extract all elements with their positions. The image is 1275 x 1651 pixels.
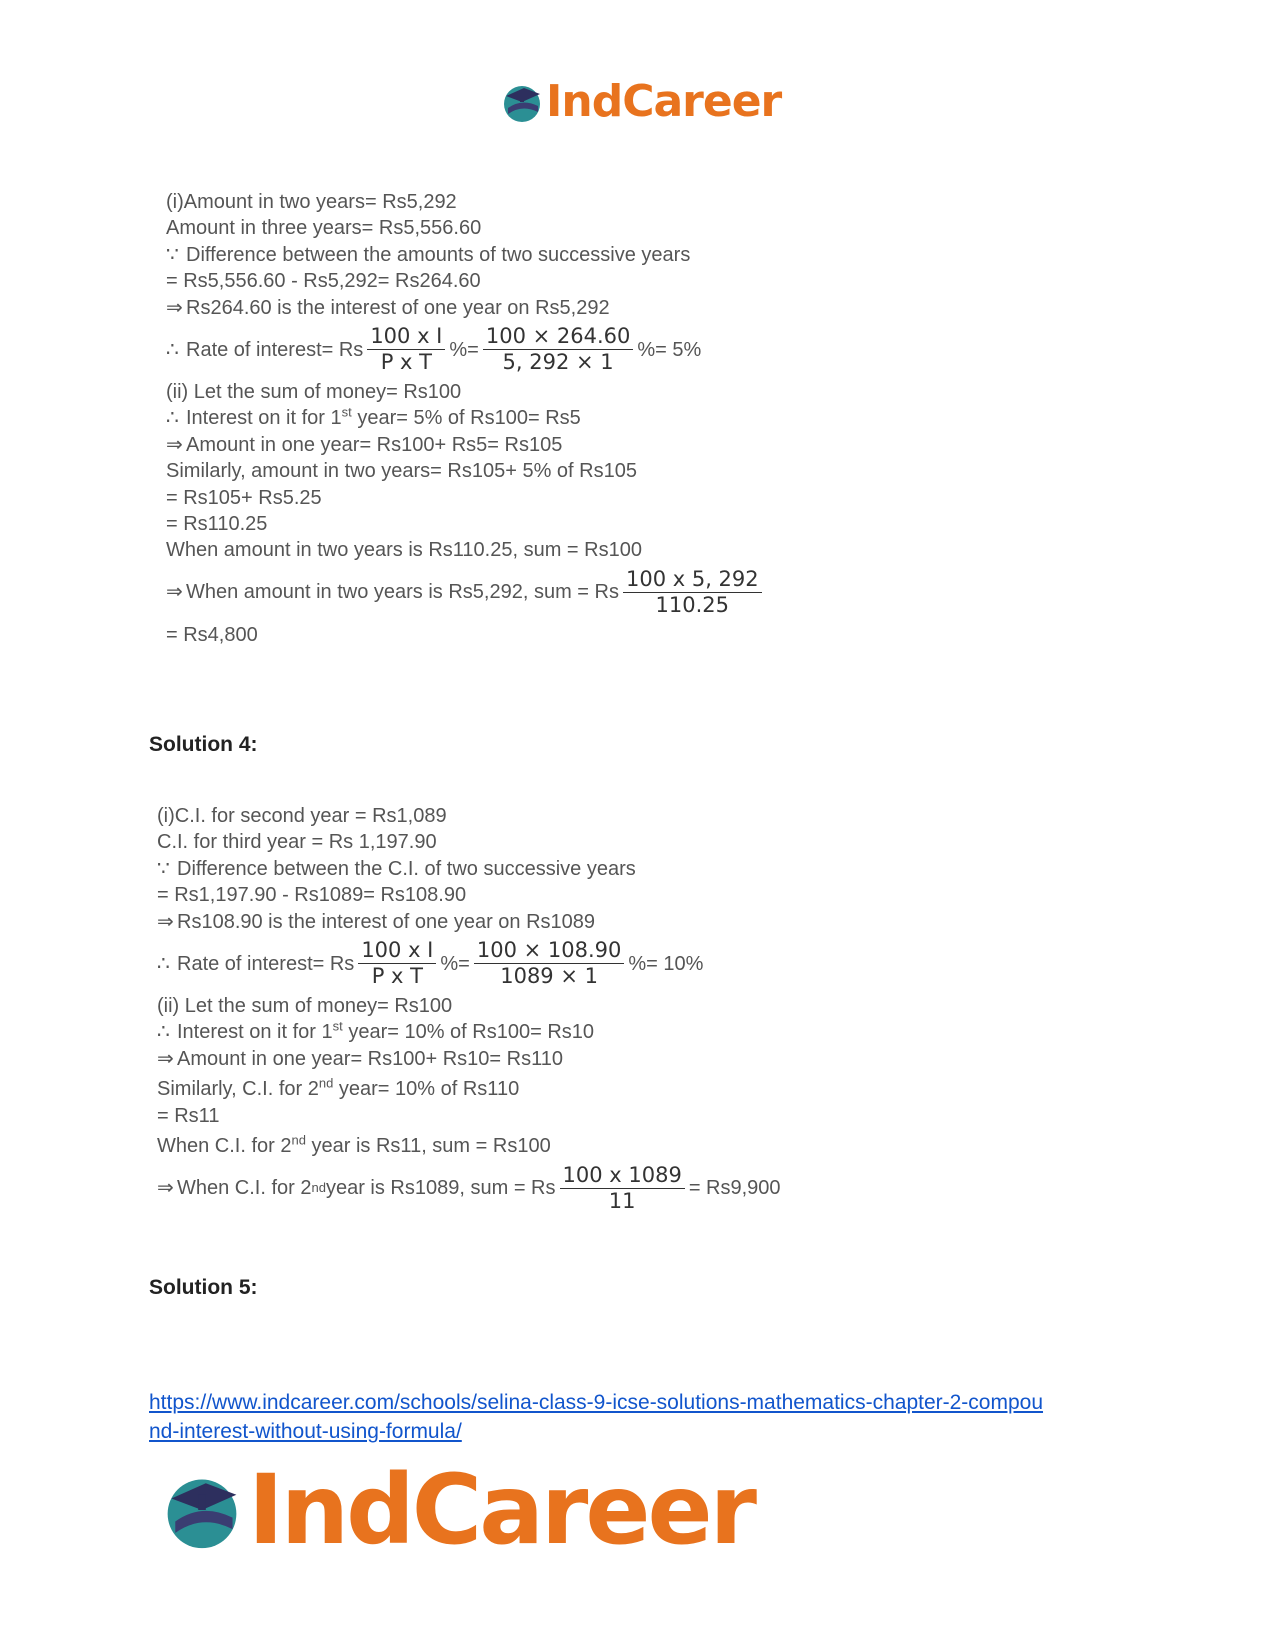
solution-3-content [166,189,766,648]
graduation-cap-globe-icon [160,1468,244,1552]
fraction: $\frac{100 \times 108.90}{1089 \times 1}$ [474,938,625,989]
text-line: = Rs4,800 [166,623,258,646]
text-line: ⇒ Amount in one year= Rs100+ Rs10= Rs110 [157,1046,781,1072]
graduation-cap-globe-icon [500,80,544,124]
implies-symbol: ⇒ [166,581,183,604]
formula-line: ⇒ When amount in two years is Rs5,292, sum = Rs $\frac{100 x 5, 292}{110.25}$ [166,564,766,622]
formula-line: ⇒ When C.I. for 2 nd year is Rs1089, sum = Rs $\frac{100 x 1089}{11}$ = Rs9,900 [157,1162,781,1213]
text-line: Amount in three years= Rs5,556.60 [166,217,482,240]
text-line: ⇒ Rs264.60 is the interest of one year on Rs5,292 [166,295,766,321]
text-line: (ii) Let the sum of money= Rs100 [166,380,462,403]
because-symbol: ∵ [166,243,179,266]
source-url-link[interactable] [149,1388,1149,1446]
fraction: $\frac{\text{100 x I}}{\text{P x T}}$ [367,324,445,375]
implies-symbol: ⇒ [166,296,183,319]
logo-wordmark: IndCareer [248,1454,754,1566]
therefore-symbol: ∴ [166,407,179,430]
text-line: = Rs1,197.90 - Rs1089= Rs108.90 [157,884,467,907]
text-line: = Rs110.25 [166,512,268,535]
formula-line: ∴ Rate of interest= Rs $\frac{\text{100 x I}}{\text{P x T}}$ %= $\frac{100 \times 108.90}{1089 \times 1}$ %= 10% [157,938,704,989]
implies-symbol: ⇒ [157,910,174,933]
indcareer-logo-bottom [160,1454,754,1566]
text-line: = Rs11 [157,1104,220,1127]
fraction: $\frac{100 x 1089}{11}$ [560,1163,685,1214]
fraction: $\frac{100 \times 264.60}{5, 292 \times 1}$ [483,324,634,375]
text-line: ⇒ Rs108.90 is the interest of one year on Rs1089 [157,909,781,935]
formula-line: ∴ Rate of interest= Rs $\frac{\text{100 x I}}{\text{P x T}}$ %= $\frac{100 \times 264.60}{5, 292 \times 1}$ %= 5% [166,324,702,375]
text-line: When C.I. for 2nd year is Rs11, sum = Rs100 [157,1132,551,1157]
text-line: ∴ Interest on it for 1st year= 5% of Rs100= Rs5 [166,405,766,431]
link-line-1[interactable]: https://www.indcareer.com/schools/selina-class-9-icse-solutions-mathematics-chapter-2-compou [149,1391,1044,1414]
text-line: ⇒ Amount in one year= Rs100+ Rs5= Rs105 [166,432,766,458]
because-symbol: ∵ [157,857,170,880]
text-line: (i)Amount in two years= Rs5,292 [166,191,457,213]
logo-wordmark: IndCareer [546,76,782,127]
link-line-2[interactable]: nd-interest-without-using-formula/ [149,1420,462,1443]
indcareer-logo-top [500,76,782,127]
text-line: ∵ Difference between the amounts of two successive years [166,242,766,268]
therefore-symbol: ∴ [157,952,170,975]
therefore-symbol: ∴ [166,338,179,361]
solution-4-content [157,803,781,1217]
text-line: = Rs105+ Rs5.25 [166,486,322,509]
therefore-symbol: ∴ [157,1021,170,1044]
solution-4-heading: Solution 4: [149,733,258,756]
text-line: When amount in two years is Rs110.25, sum = Rs100 [166,539,642,562]
implies-symbol: ⇒ [157,1177,174,1200]
implies-symbol: ⇒ [157,1047,174,1070]
solution-5-heading: Solution 5: [149,1276,258,1299]
text-line: Similarly, C.I. for 2nd year= 10% of Rs110 [157,1075,520,1101]
text-line: (i)C.I. for second year = Rs1,089 [157,805,447,827]
fraction: $\frac{100 x 5, 292}{110.25}$ [623,567,762,618]
text-line: ∵ Difference between the C.I. of two successive years [157,856,781,882]
implies-symbol: ⇒ [166,433,183,456]
text-line: = Rs5,556.60 - Rs5,292= Rs264.60 [166,270,481,293]
text-line: C.I. for third year = Rs 1,197.90 [157,831,437,854]
fraction: $\frac{\text{100 x I}}{\text{P x T}}$ [358,938,436,989]
text-line: (ii) Let the sum of money= Rs100 [157,994,453,1017]
text-line: Similarly, amount in two years= Rs105+ 5% of Rs105 [166,460,637,483]
text-line: ∴ Interest on it for 1st year= 10% of Rs100= Rs10 [157,1019,781,1045]
